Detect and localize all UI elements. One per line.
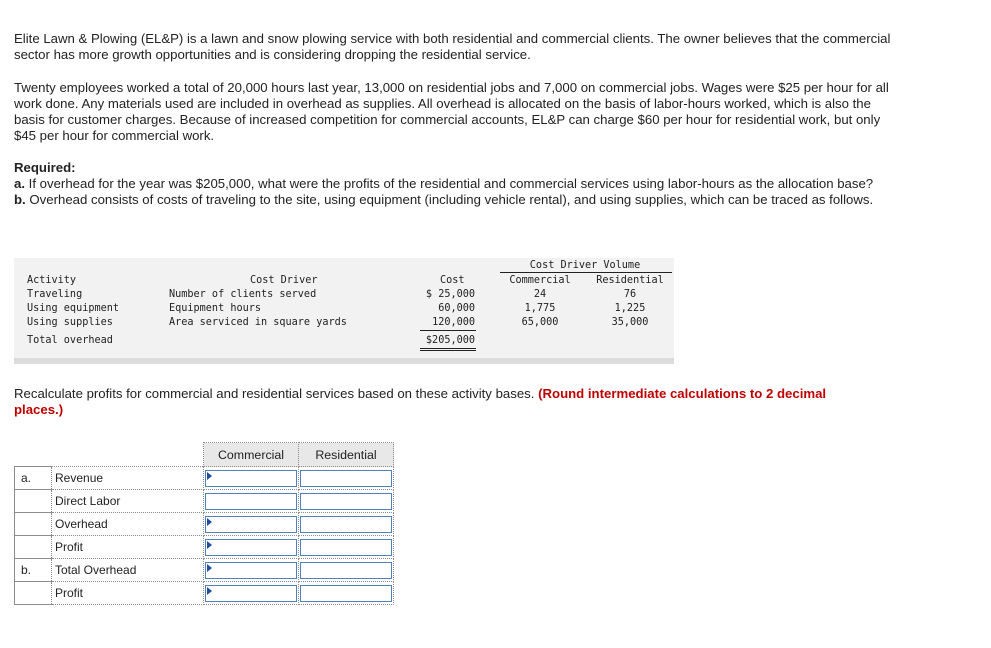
grid-row-profit-a [15,536,394,559]
total-rule-1 [420,348,476,349]
revenue-commercial-input[interactable] [204,467,299,490]
profit-a-residential-input[interactable] [299,536,394,559]
row-traveling-driver: Number of clients served [169,289,317,300]
part-label-b: b. [15,559,52,582]
total-rule-2 [420,350,476,351]
header-residential: Residential [596,275,664,286]
row-label-revenue: Revenue [52,467,204,490]
row-equipment-residential: 1,225 [614,303,646,314]
grid-row-total-overhead [15,559,394,582]
grid-row-overhead [15,513,394,536]
row-label-overhead: Overhead [52,513,204,536]
group-header-rule [500,272,672,273]
profit-b-residential-input[interactable] [299,582,394,605]
row-label-total-overhead: Total Overhead [52,559,204,582]
row-traveling-cost: $ 25,000 [425,289,475,300]
col-header-commercial: Commercial [204,443,299,467]
header-activity: Activity [27,275,77,286]
grid-corner [15,443,204,467]
row-label-direct-labor: Direct Labor [52,490,204,513]
rounding-note: (Round intermediate calculations to 2 decimal places.) [14,386,827,417]
total-overhead-cost: $205,000 [425,335,475,346]
row-label-profit-b: Profit [52,582,204,605]
total-overhead-residential-input[interactable] [299,559,394,582]
required-section [14,160,894,208]
part-label-empty [15,513,52,536]
row-equipment-cost: 60,000 [438,303,475,314]
subtotal-rule [420,330,476,331]
header-cost: Cost [440,275,465,286]
requirement-b [14,192,894,208]
cost-table-bottom-bar [14,358,674,364]
requirement-a-text: If overhead for the year was $205,000, what were the profits of the residential and commercial services using labor-hours as the allocation base? [28,176,874,191]
recalc-instruction [14,386,874,418]
requirement-a-label: a. [14,176,25,191]
answer-grid [14,442,394,605]
requirement-b-label: b. [14,192,26,207]
total-overhead-commercial-input[interactable] [204,559,299,582]
total-overhead-label: Total overhead [27,335,113,346]
row-traveling-activity: Traveling [27,289,83,300]
row-equipment-activity: Using equipment [27,303,120,314]
input-arrow-icon [207,518,212,526]
input-arrow-icon [207,541,212,549]
profit-b-commercial-input[interactable] [204,582,299,605]
profit-a-commercial-input[interactable] [204,536,299,559]
col-header-residential: Residential [299,443,394,467]
row-supplies-driver: Area serviced in square yards [169,317,347,328]
input-arrow-icon [207,472,212,480]
direct-labor-residential-input[interactable] [299,490,394,513]
intro-paragraph-2: Twenty employees worked a total of 20,000 hours last year, 13,000 on residential jobs and 7,000 on commercial jobs. Wages were $25 per hour for all work done. Any materials used are included in overhead as supplies. All overhead is allocated on the basis of labor-hours worked, which is also the basis for customer charges. Because of increased competition for commercial accounts, EL&P can charge $60 per hour for residential work, but only $45 per hour for commercial work. [14,80,889,143]
revenue-residential-input[interactable] [299,467,394,490]
grid-row-revenue [15,467,394,490]
row-supplies-activity: Using supplies [27,317,113,328]
intro-paragraph-1: Elite Lawn & Plowing (EL&P) is a lawn and snow plowing service with both residential and commercial clients. The owner believes that the commercial sector has more growth opportunities and is considering dropping the residential service. [14,31,891,62]
overhead-residential-input[interactable] [299,513,394,536]
direct-labor-commercial-input[interactable] [204,490,299,513]
recalc-text: Recalculate profits for commercial and residential services based on these activity bases. [14,386,535,401]
row-label-profit-a: Profit [52,536,204,559]
row-supplies-commercial: 65,000 [521,317,559,328]
row-equipment-driver: Equipment hours [169,303,262,314]
requirement-b-text: Overhead consists of costs of traveling to the site, using equipment (including vehicle rental), and using supplies, which can be traced as follows. [29,192,874,207]
row-traveling-residential: 76 [623,289,637,300]
part-label-empty [15,490,52,513]
part-label-a: a. [15,467,52,490]
input-arrow-icon [207,587,212,595]
row-supplies-residential: 35,000 [611,317,649,328]
row-supplies-cost: 120,000 [432,317,475,328]
header-commercial: Commercial [509,275,571,286]
input-arrow-icon [207,564,212,572]
overhead-commercial-input[interactable] [204,513,299,536]
part-label-empty [15,582,52,605]
required-heading: Required: [14,160,76,175]
grid-row-profit-b [15,582,394,605]
cost-driver-volume-header: Cost Driver Volume [529,260,641,271]
row-traveling-commercial: 24 [533,289,547,300]
row-equipment-commercial: 1,775 [524,303,556,314]
header-cost-driver: Cost Driver [250,275,318,286]
part-label-empty [15,536,52,559]
grid-row-direct-labor [15,490,394,513]
requirement-a [14,176,894,192]
